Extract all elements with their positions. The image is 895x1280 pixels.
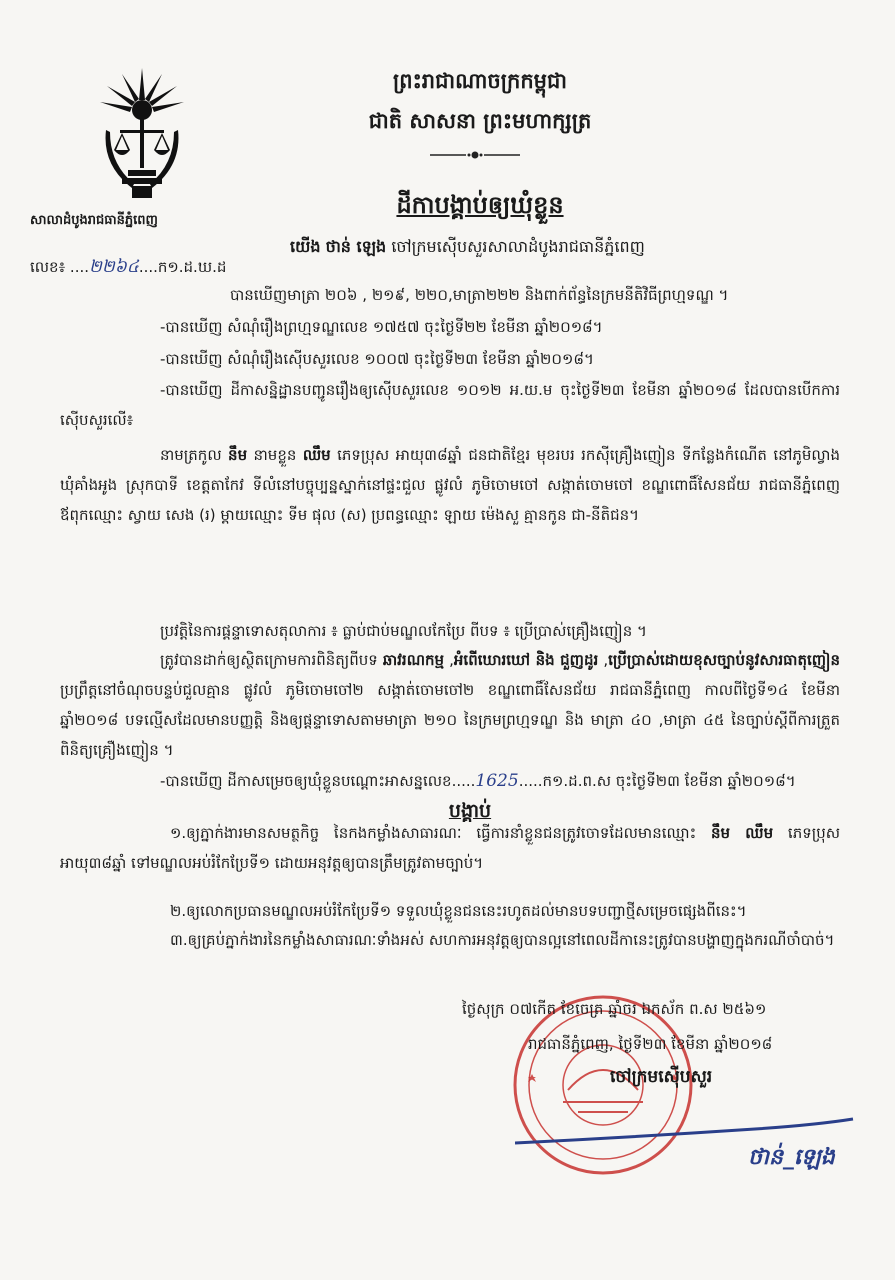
reference-number [30, 258, 226, 276]
kingdom-motto: ជាតិ សាសនា ព្រះមហាក្សត្រ [368, 109, 592, 133]
order-1-paragraph [60, 818, 840, 878]
order-3-paragraph [60, 925, 840, 955]
issuer-line [290, 238, 645, 256]
charge-pre: ត្រូវបានដាក់ឲ្យស្ថិតក្រោមការពិនិត្យពីបទ [160, 651, 383, 669]
investigation-case-paragraph: -បានឃើញ សំណុំរឿងស៊ើបសួរលេខ ១០០៧ ចុះថ្ងៃទី២៣ ខែមីនា ឆ្នាំ២០១៨។ [160, 350, 594, 368]
detention-order-paragraph [160, 772, 796, 790]
detention-handwritten-number: 1625 [475, 771, 519, 791]
criminal-case-paragraph: -បានឃើញ សំណុំរឿងព្រហ្មទណ្ឌលេខ ១៧៥៧ ចុះថ្ងៃទី២២ ខែមីនា ឆ្នាំ២០១៨។ [160, 318, 603, 336]
kingdom-title: ព្រះរាជាណាចក្រកម្ពុជា [392, 69, 567, 93]
prosecutor-text: -បានឃើញ ដីកាសន្និដ្ឋានបញ្ជូនរឿងឲ្យស៊ើបសួរលេខ ១០១២ អ.យ.ម ចុះថ្ងៃទី២៣ ខែមីនា ឆ្នាំ២០១៨ ដែលបានបើកការស៊ើបសួរលើ៖ [60, 381, 840, 429]
accused-mid: នាមខ្លួន [247, 446, 303, 464]
order-1-name: នឹម ឈឹម [710, 824, 774, 842]
detention-post: .....ក១.ដ.ព.ស ចុះថ្ងៃទី២៣ ខែមីនា ឆ្នាំ២០១៨។ [518, 772, 796, 790]
charge-sep-2: , [598, 651, 609, 669]
lunar-date: ថ្ងៃសុក្រ ០៧កើត ខែចេត្រ ឆ្នាំចរ ឯកស័ក ព.ស ២៥៦១ [462, 1000, 767, 1018]
reference-handwritten-number: ២២៦៤ [89, 257, 139, 277]
ornament-divider-icon [430, 150, 520, 160]
emblem-caption: សាលាដំបូងរាជធានីភ្នំពេញ [30, 213, 158, 228]
solar-date: រាជធានីភ្នំពេញ, ថ្ងៃទី២៣ ខែមីនា ឆ្នាំ២០១៨ [528, 1035, 773, 1053]
accused-pre: នាមត្រកូល [160, 446, 229, 464]
accused-given-name: ឈឹម [302, 446, 331, 464]
order-1-rest: ភេទប្រុស អាយុ៣៨ឆ្នាំ ទៅមណ្ឌលអប់រំកែប្រែទី១ ដោយអនុវត្តឲ្យបានត្រឹមត្រូវតាមច្បាប់។ [60, 824, 841, 872]
detention-pre: -បានឃើញ ដីកាសម្រេចឲ្យឃុំខ្លួនបណ្ដោះអាសន្នលេខ..... [160, 772, 476, 790]
charge-sep-1: , [444, 651, 454, 669]
issuer-role: ចៅក្រមស៊ើបសួរសាលាដំបូងរាជធានីភ្នំពេញ [391, 237, 645, 256]
order-1-pre: ១.ឲ្យភ្នាក់ងារមានសមត្ថកិច្ច នៃកងកម្លាំងសាធារណៈ ធ្វើការនាំខ្លួនជនត្រូវចោទដែលមានឈ្មោះ [170, 824, 711, 842]
criminal-record-paragraph: ប្រវត្តិនៃការផ្ដន្ទាទោសតុលាការ ៖ ធ្លាប់ជាប់មណ្ឌលកែប្រែ ពីបទ ៖ ប្រើប្រាស់គ្រឿងញៀន ។ [160, 622, 647, 640]
charge-2: អំពើឃោរឃៅ និង ជួញដូរ [453, 651, 599, 669]
reference-prefix: លេខ៖ .... [30, 258, 89, 276]
court-emblem-icon [92, 60, 192, 210]
charge-details: ប្រព្រឹត្តនៅចំណុចបន្ទប់ជួលគ្មាន ផ្លូវលំ ភូមិចោមចៅ២ សង្កាត់ចោមចៅ២ ខណ្ឌពោធិ៍សែនជ័យ រាជធានីភ្នំពេញ កាលពីថ្ងៃទី១៤ ខែមីនា ឆ្នាំ២០១៨ បទល្មើសដែលមានបញ្ញត្តិ និងឲ្យផ្ដន្ទាទោសតាមមាត្រា ២១០ នៃក្រមព្រហ្មទណ្ឌ និង មាត្រា ៤០ ,មាត្រា ៤៥ នៃច្បាប់ស្ដីពីការត្រួតពិនិត្យគ្រឿងញៀន ។ [60, 681, 840, 759]
charge-3: ប្រើប្រាស់ដោយខុសច្បាប់នូវសារធាតុញៀន [608, 651, 840, 669]
signer-name: ថាន់_ឡេង [748, 1144, 835, 1170]
charge-1: ឆាវរណកម្ម [382, 651, 445, 669]
articles-paragraph: បានឃើញមាត្រា ២០៦ , ២១៩, ២២០,មាត្រា២២២ និងពាក់ព័ន្ធនៃក្រមនីតិវិធីព្រហ្មទណ្ឌ ។ [230, 286, 729, 304]
charges-paragraph [60, 645, 840, 765]
document-title: ដីកាបង្គាប់ឲ្យឃុំខ្លួន [396, 191, 564, 219]
prosecutor-paragraph [60, 375, 840, 435]
order-3-text: ៣.ឲ្យគ្រប់ភ្នាក់ងារនៃកម្លាំងសាធារណៈទាំងអស់ សហការអនុវត្តឲ្យបានល្អនៅពេលដីកានេះត្រូវបានបង្ហាញក្នុងករណីចាំបាច់។ [170, 931, 835, 949]
reference-suffix: ....ក១.ដ.ឃ.ដ [138, 258, 227, 276]
accused-details: ភេទប្រុស អាយុ៣៨ឆ្នាំ ជនជាតិខ្មែរ មុខរបរ រកស៊ីគ្រឿងញៀន ទីកន្លែងកំណើត នៅភូមិល្វាង ឃុំគាំងអូង ស្រុកបាទី ខេត្តតាកែវ ទីលំនៅបច្ចុប្បន្នស្នាក់នៅផ្ទះជួល ផ្លូវលំ ភូមិចោមចៅ សង្កាត់ចោមចៅ ខណ្ឌពោធិ៍សែនជ័យ រាជធានីភ្នំពេញ ឪពុកឈ្មោះ ស្វាយ សេង (រ) ម្ដាយឈ្មោះ ទីម ផុល (ស) ប្រពន្ធឈ្មោះ ឡាយ ម៉េងសួ គ្មានកូន ជា-នីតិជន។ [60, 446, 840, 524]
order-2-paragraph: ២.ឲ្យលោកប្រធានមណ្ឌលអប់រំកែប្រែទី១ ទទួលឃុំខ្លួនជននេះរហូតដល់មានបទបញ្ជាថ្មីសម្រេចផ្សេងពីនេះ។ [170, 902, 747, 920]
accused-surname: នឹម [228, 446, 248, 464]
issuer-name: ថាន់ ឡេង [325, 237, 387, 256]
issuer-intro: យើង [290, 237, 321, 256]
decision-heading: បង្គាប់ [448, 800, 492, 822]
signer-title: ចៅក្រមស៊ើបសួរ [610, 1067, 713, 1087]
accused-paragraph [60, 440, 840, 530]
